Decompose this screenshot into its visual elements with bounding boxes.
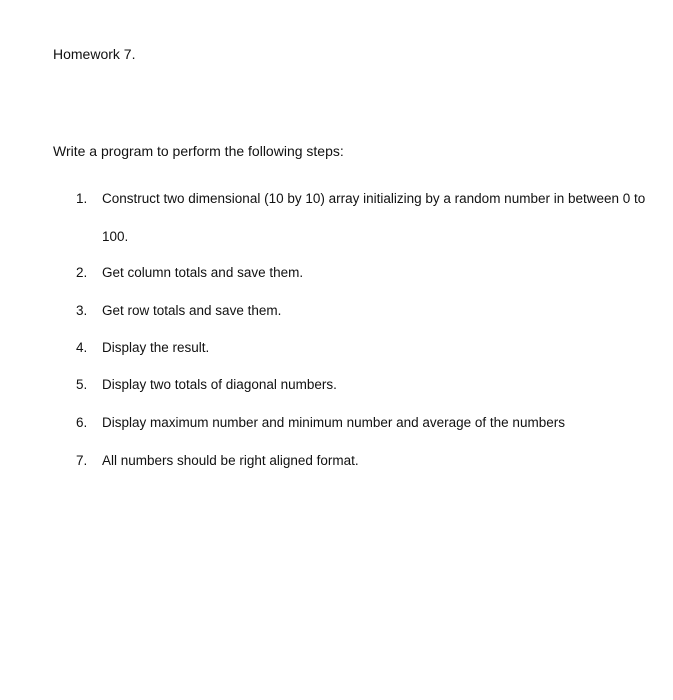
step-text: All numbers should be right aligned format. — [102, 453, 359, 468]
list-item — [76, 453, 668, 468]
list-item — [76, 191, 668, 206]
list-item — [76, 340, 668, 355]
step-number: 7. — [76, 453, 88, 468]
step-number: 4. — [76, 340, 88, 355]
step-text: Get column totals and save them. — [102, 265, 304, 280]
step-number: 6. — [76, 415, 88, 430]
step-text: Display the result. — [102, 340, 210, 355]
step-text: Display maximum number and minimum number and average of the numbers — [102, 415, 565, 430]
step-number: 5. — [76, 377, 88, 392]
step-number: 1. — [76, 191, 88, 206]
list-item — [76, 265, 668, 280]
step-continuation: 100. — [102, 229, 129, 244]
step-text: Display two totals of diagonal numbers. — [102, 377, 337, 392]
instructions-intro: Write a program to perform the following steps: — [53, 143, 344, 159]
document-title: Homework 7. — [53, 46, 136, 62]
step-number: 3. — [76, 303, 88, 318]
step-number: 2. — [76, 265, 88, 280]
list-item — [76, 303, 668, 318]
step-text: Construct two dimensional (10 by 10) array initializing by a random number in between 0 to — [102, 191, 646, 206]
step-text: Get row totals and save them. — [102, 303, 282, 318]
list-item — [76, 415, 668, 430]
list-item — [76, 377, 668, 392]
